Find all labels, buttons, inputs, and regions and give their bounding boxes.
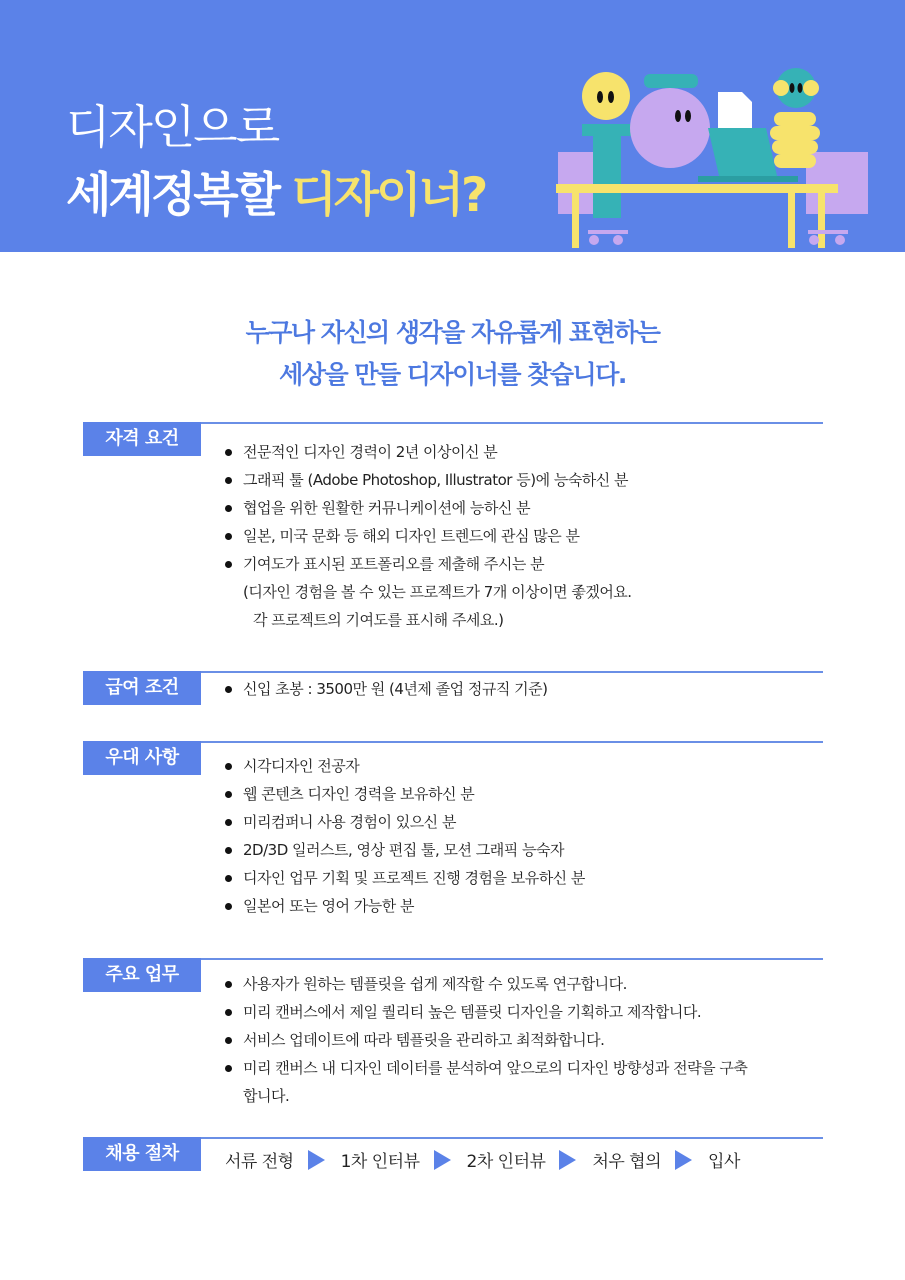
list-item: 일본어 또는 영어 가능한 분: [225, 892, 585, 920]
list-item: 신입 초봉 : 3500만 원 (4년제 졸업 정규직 기준): [225, 675, 547, 703]
duties-continuation: 합니다.: [243, 1087, 290, 1105]
designer-desk-illustration: [548, 30, 878, 252]
duties-list: [225, 970, 747, 1082]
headline-line2: [66, 168, 486, 223]
section-tag: 자격 요건: [83, 422, 201, 456]
section-salary: [83, 671, 823, 711]
preferences-list: [225, 752, 585, 920]
step-negotiation: 처우 협의: [592, 1152, 662, 1172]
section-preferences: [83, 741, 823, 931]
document-sheet: [718, 92, 752, 134]
figure-purple-round: [630, 88, 710, 168]
list-item: 미리 캔버스에서 제일 퀄리티 높은 템플릿 디자인을 기획하고 제작합니다.: [225, 998, 747, 1026]
step-first-interview: 1차 인터뷰: [340, 1152, 420, 1172]
section-tag: 채용 절차: [83, 1137, 201, 1171]
headline-accent: 디자이너?: [291, 168, 486, 223]
list-item: 기여도가 표시된 포트폴리오를 제출해 주시는 분: [225, 550, 628, 578]
section-tag: 급여 조건: [83, 671, 201, 705]
list-item: 그래픽 툴 (Adobe Photoshop, Illustrator 등)에 능숙하신 분: [225, 466, 628, 494]
qualifications-list: [225, 438, 628, 578]
list-item: 협업을 위한 원활한 커뮤니케이션에 능하신 분: [225, 494, 628, 522]
list-item: 사용자가 원하는 템플릿을 쉽게 제작할 수 있도록 연구합니다.: [225, 970, 747, 998]
arrow-right-icon: [675, 1150, 692, 1170]
intro-line1: 누구나 자신의 생각을 자유롭게 표현하는: [245, 318, 660, 347]
list-item: 전문적인 디자인 경력이 2년 이상이신 분: [225, 438, 628, 466]
step-join: 입사: [708, 1152, 740, 1172]
headline-line1: 디자인으로: [66, 100, 279, 154]
portfolio-note-line2: 각 프로젝트의 기여도를 표시해 주세요.): [253, 611, 504, 629]
list-item: 일본, 미국 문화 등 해외 디자인 트렌드에 관심 많은 분: [225, 522, 628, 550]
section-qualifications: [83, 422, 823, 642]
list-item: 디자인 업무 기획 및 프로젝트 진행 경험을 보유하신 분: [225, 864, 585, 892]
list-item: 2D/3D 일러스트, 영상 편집 툴, 모션 그래픽 능숙자: [225, 836, 585, 864]
list-item: 미리 캔버스 내 디자인 데이터를 분석하여 앞으로의 디자인 방향성과 전략을 구축: [225, 1054, 747, 1082]
list-item: 서비스 업데이트에 따라 템플릿을 관리하고 최적화합니다.: [225, 1026, 747, 1054]
header-banner: [0, 0, 905, 252]
section-process: [83, 1137, 823, 1181]
section-tag: 주요 업무: [83, 958, 201, 992]
headline-main: 세계정복할: [66, 168, 292, 223]
portfolio-note-line1: (디자인 경험을 볼 수 있는 프로젝트가 7개 이상이면 좋겠어요.: [243, 583, 632, 601]
list-item: 시각디자인 전공자: [225, 752, 585, 780]
arrow-right-icon: [434, 1150, 451, 1170]
figure-body-left: [593, 128, 621, 218]
step-second-interview: 2차 인터뷰: [466, 1152, 546, 1172]
arrow-right-icon: [559, 1150, 576, 1170]
hiring-steps: [225, 1147, 740, 1172]
step-document-screening: 서류 전형: [225, 1152, 294, 1172]
list-item: 미리컴퍼니 사용 경험이 있으신 분: [225, 808, 585, 836]
section-duties: [83, 958, 823, 1118]
list-item: 웹 콘텐츠 디자인 경력을 보유하신 분: [225, 780, 585, 808]
section-tag: 우대 사항: [83, 741, 201, 775]
intro-line2: 세상을 만들 디자이너를 찾습니다.: [279, 360, 626, 389]
figure-head-yellow: [582, 72, 630, 120]
figure-hat-purple: [644, 74, 698, 88]
arrow-right-icon: [308, 1150, 325, 1170]
desk-top: [556, 184, 838, 193]
figure-shoulders-left: [582, 124, 632, 136]
salary-list: [225, 675, 547, 703]
laptop-screen: [708, 128, 778, 180]
